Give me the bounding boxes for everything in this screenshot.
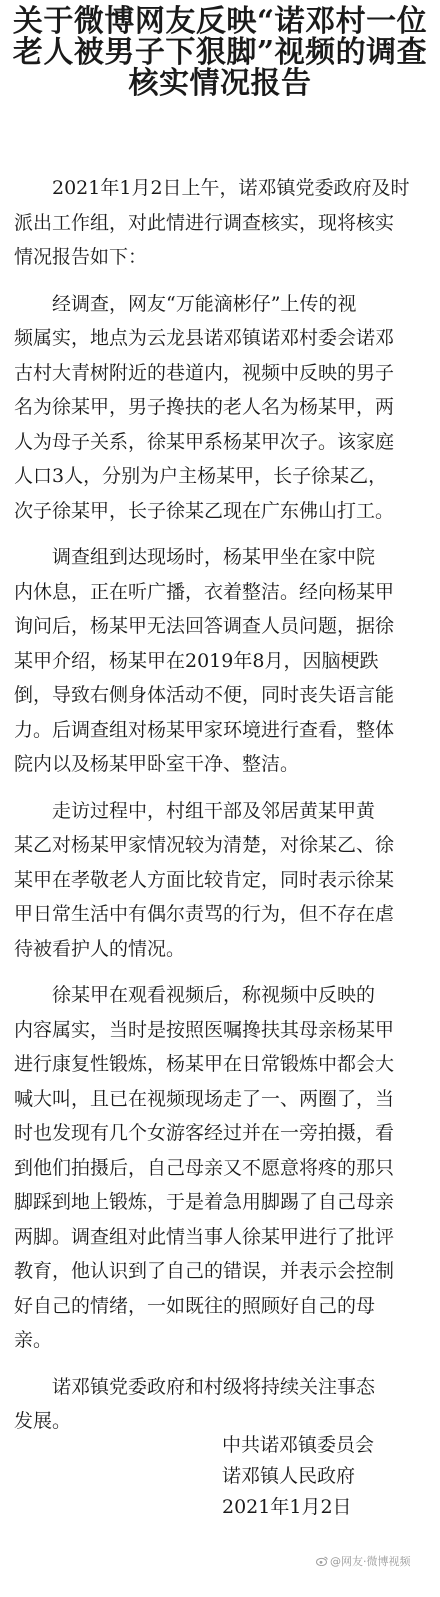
- paragraph-line: 派出工作组，对此情进行调查核实，现将核实: [14, 211, 395, 234]
- signature-date: 2021年1月2日: [222, 1496, 352, 1518]
- paragraph-line: 古村大青树附近的巷道内，视频中反映的男子: [14, 361, 395, 384]
- report-paragraph: [14, 1370, 426, 1439]
- paragraph-line: 力。后调查组对杨某甲家环境进行查看，整体: [14, 718, 395, 741]
- signature-org-government: 诺邓镇人民政府: [222, 1465, 356, 1487]
- paragraph-line: 经调查，网友“万能滴彬仔”上传的视: [14, 292, 357, 315]
- paragraph-line: 进行康复性锻炼，杨某甲在日常锻炼中都会大: [14, 1053, 395, 1075]
- paragraph-line: 发展。: [14, 1410, 72, 1432]
- signature-org-party-committee: 中共诺邓镇委员会: [222, 1434, 375, 1456]
- paragraph-line: 教育，他认识到了自己的错误，并表示会控制: [14, 1260, 395, 1282]
- paragraph-line: 院内以及杨某甲卧室干净、整洁。: [14, 753, 300, 775]
- weibo-icon: [316, 1556, 328, 1566]
- paragraph-line: 走访过程中，村组干部及邻居黄某甲黄: [14, 799, 376, 822]
- weibo-watermark: [316, 1553, 411, 1569]
- paragraph-line: 2021年1月2日上午，诺邓镇党委政府及时: [14, 177, 410, 199]
- paragraph-line: 人为母子关系，徐某甲系杨某甲次子。该家庭: [14, 430, 395, 453]
- report-body: [0, 99, 440, 1439]
- report-paragraph: [14, 978, 426, 1358]
- paragraph-line: 喊大叫，且已在视频现场走了一、两圈了，当: [14, 1087, 395, 1110]
- paragraph-line: 时也发现有几个女游客经过并在一旁拍摄，看: [14, 1122, 395, 1144]
- report-title: [0, 0, 440, 99]
- paragraph-line: 询问后，杨某甲无法回答调查人员问题，据徐: [14, 615, 395, 637]
- paragraph-line: 徐某甲在观看视频后，称视频中反映的: [14, 984, 376, 1006]
- paragraph-line: 人口3人，分别为户主杨某甲，长子徐某乙，: [14, 465, 388, 487]
- paragraph-line: 诺邓镇党委政府和村级将持续关注事态: [14, 1375, 376, 1398]
- paragraph-line: 内休息，正在听广播，衣着整洁。经向杨某甲: [14, 580, 395, 603]
- paragraph-line: 情况报告如下：: [14, 246, 148, 268]
- paragraph-line: 名为徐某甲，男子搀扶的老人名为杨某甲，两: [14, 396, 395, 418]
- paragraph-line: 某乙对杨某甲家情况较为清楚，对徐某乙、徐: [14, 834, 395, 856]
- paragraph-line: 次子徐某甲，长子徐某乙现在广东佛山打工。: [14, 499, 395, 522]
- paragraph-line: 脚踩到地上锻炼，于是着急用脚踢了自己母亲: [14, 1191, 395, 1213]
- signature-block: [0, 1430, 440, 1523]
- paragraph-line: 内容属实，当时是按照医嘱搀扶其母亲杨某甲: [14, 1018, 395, 1041]
- watermark-text: @网友·微博视频: [330, 1555, 411, 1568]
- paragraph-line: 好自己的情绪，一如既往的照顾好自己的母: [14, 1294, 376, 1317]
- report-paragraph: [14, 540, 426, 782]
- paragraph-line: 待被看护人的情况。: [14, 937, 186, 960]
- paragraph-line: 某甲介绍，杨某甲在2019年8月，因脑梗跌: [14, 649, 379, 672]
- paragraph-line: 某甲在孝敬老人方面比较肯定，同时表示徐某: [14, 868, 395, 891]
- paragraph-line: 到他们拍摄后，自己母亲又不愿意将疼的那只: [14, 1156, 395, 1179]
- report-paragraph: [14, 794, 426, 967]
- paragraph-line: 频属实，地点为云龙县诺邓镇诺邓村委会诺邓: [14, 327, 395, 349]
- report-paragraph: [14, 171, 426, 275]
- report-title-line-2: 老人被男子下狠脚”视频的调查: [12, 35, 428, 70]
- report-title-line-1: 关于微博网友反映“诺邓村一位: [12, 4, 428, 39]
- paragraph-line: 调查组到达现场时，杨某甲坐在家中院: [14, 546, 376, 568]
- report-title-line-3: 核实情况报告: [128, 66, 312, 101]
- paragraph-line: 倒，导致右侧身体活动不便，同时丧失语言能: [14, 684, 395, 706]
- paragraph-line: 甲日常生活中有偶尔责骂的行为，但不存在虐: [14, 903, 395, 925]
- paragraph-line: 两脚。调查组对此情当事人徐某甲进行了批评: [14, 1225, 395, 1248]
- report-paragraph: [14, 287, 426, 529]
- paragraph-line: 亲。: [14, 1329, 53, 1351]
